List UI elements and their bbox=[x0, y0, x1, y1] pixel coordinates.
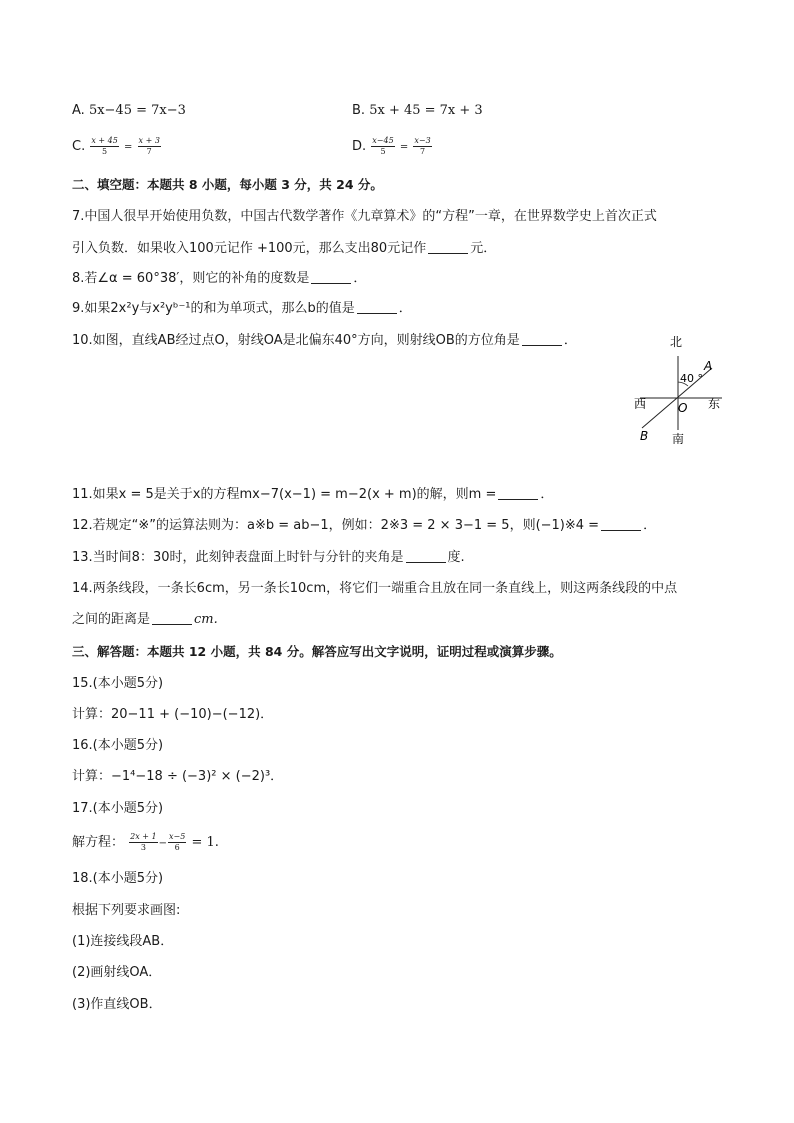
question-9-text: 9.如果2x²y与x²yᵇ⁻¹的和为单项式，那么b的值是 bbox=[72, 301, 355, 316]
option-c-frac-right bbox=[138, 136, 161, 157]
frac-den: 3 bbox=[140, 843, 146, 852]
option-d bbox=[352, 134, 433, 161]
frac-den: 5 bbox=[380, 147, 386, 156]
question-15-body: 计算：20−11 + (−10)−(−12)． bbox=[72, 707, 274, 722]
question-18-step-3: (3)作直线OB． bbox=[72, 997, 162, 1012]
answer-blank bbox=[498, 487, 538, 500]
question-17-body bbox=[72, 830, 219, 857]
question-17-heading: 17.(本小题5分) bbox=[72, 801, 164, 816]
answer-blank bbox=[601, 518, 641, 531]
option-c bbox=[72, 134, 162, 161]
frac-den: 7 bbox=[419, 147, 426, 156]
label-a: A bbox=[704, 359, 713, 373]
question-18-heading: 18.(本小题5分) bbox=[72, 871, 164, 886]
label-north: 北 bbox=[670, 335, 683, 349]
frac-den: 6 bbox=[174, 843, 180, 852]
question-11-end: ． bbox=[540, 487, 554, 502]
frac-num: x−3 bbox=[414, 136, 431, 145]
question-8-text: 8.若∠α = 60°38′，则它的补角的度数是 bbox=[72, 271, 310, 286]
question-8 bbox=[72, 270, 366, 288]
question-7-line-1: 7.中国人很早开始使用负数，中国古代数学著作《九章算术》的“方程”一章，在世界数学史上首次正式 bbox=[72, 209, 657, 224]
question-10-end: ． bbox=[563, 333, 577, 348]
option-c-frac-left bbox=[90, 136, 118, 157]
answer-blank bbox=[428, 241, 468, 254]
frac-num: x + 45 bbox=[91, 136, 118, 145]
section-3-title: 三、解答题：本题共 12 小题，共 84 分。解答应写出文字说明，证明过程或演算步骤。 bbox=[72, 644, 562, 659]
answer-blank bbox=[152, 612, 192, 625]
question-10 bbox=[72, 332, 577, 350]
option-b-label: B. bbox=[352, 103, 366, 118]
question-13-end: 度. bbox=[447, 550, 465, 565]
answer-blank bbox=[522, 333, 562, 346]
question-18-step-2: (2)画射线OA． bbox=[72, 965, 162, 980]
equals-sign: = bbox=[123, 142, 133, 153]
question-14-unit: cm. bbox=[194, 612, 218, 627]
option-a bbox=[72, 102, 186, 120]
question-11 bbox=[72, 486, 553, 504]
label-east: 东 bbox=[708, 397, 721, 411]
question-17-lead: 解方程： bbox=[72, 835, 125, 850]
question-17-frac-right bbox=[168, 832, 186, 853]
question-18-step-1: (1)连接线段AB． bbox=[72, 934, 174, 949]
option-d-label: D. bbox=[352, 139, 367, 154]
question-12 bbox=[72, 517, 656, 535]
option-c-label: C. bbox=[72, 139, 86, 154]
label-angle: 40 ° bbox=[680, 372, 703, 385]
question-17-frac-left bbox=[129, 832, 157, 853]
question-18-intro: 根据下列要求画图: bbox=[72, 903, 181, 918]
option-a-expr: 5x−45 = 7x−3 bbox=[88, 103, 186, 118]
question-12-end: ． bbox=[643, 518, 657, 533]
label-west: 西 bbox=[634, 397, 647, 411]
question-12-text: 12.若规定“※”的运算法则为：a※b = ab−1，例如：2※3 = 2 × 3−1 = 5，则(−1)※4 = bbox=[72, 518, 600, 533]
question-7-unit: 元． bbox=[470, 241, 497, 256]
frac-num: x−45 bbox=[372, 136, 394, 145]
question-9 bbox=[72, 300, 412, 318]
question-7-text: 引入负数．如果收入100元记作 +100元，那么支出80元记作 bbox=[72, 241, 427, 256]
question-13 bbox=[72, 549, 465, 567]
section-2-title: 二、填空题：本题共 8 小题，每小题 3 分，共 24 分。 bbox=[72, 177, 383, 192]
question-16-body: 计算：−1⁴−18 ÷ (−3)² × (−2)³． bbox=[72, 769, 284, 784]
question-15-heading: 15.(本小题5分) bbox=[72, 676, 164, 691]
question-7-line-2 bbox=[72, 240, 496, 258]
frac-num: x−5 bbox=[169, 832, 186, 841]
frac-den: 7 bbox=[146, 147, 152, 156]
question-14-text: 之间的距离是 bbox=[72, 612, 151, 627]
option-a-label: A. bbox=[72, 103, 85, 118]
option-d-frac-left bbox=[371, 136, 394, 157]
direction-figure bbox=[620, 330, 730, 448]
option-b bbox=[352, 102, 483, 120]
label-o: O bbox=[678, 401, 688, 415]
answer-blank bbox=[357, 301, 397, 314]
label-south: 南 bbox=[672, 432, 685, 446]
question-8-end: ． bbox=[353, 271, 367, 286]
question-14-line-2 bbox=[72, 611, 218, 629]
frac-den: 5 bbox=[102, 147, 108, 156]
answer-blank bbox=[406, 550, 446, 563]
question-14-line-1: 14.两条线段，一条长6cm，另一条长10cm，将它们一端重合且放在同一条直线上，则这两条线段的中点 bbox=[72, 581, 678, 596]
question-17-tail: = 1. bbox=[191, 835, 219, 850]
frac-num: 2x + 1 bbox=[130, 832, 157, 841]
option-b-expr: 5x + 45 = 7x + 3 bbox=[369, 103, 483, 118]
minus-sign: − bbox=[158, 838, 168, 849]
question-16-heading: 16.(本小题5分) bbox=[72, 738, 164, 753]
question-10-text: 10.如图，直线AB经过点O，射线OA是北偏东40°方向，则射线OB的方位角是 bbox=[72, 333, 520, 348]
question-9-end: ． bbox=[398, 301, 412, 316]
equals-sign: = bbox=[399, 142, 409, 153]
question-13-text: 13.当时间8：30时，此刻钟表盘面上时针与分针的夹角是 bbox=[72, 550, 404, 565]
option-d-frac-right bbox=[413, 136, 431, 157]
frac-num: x + 3 bbox=[138, 136, 160, 145]
answer-blank bbox=[311, 271, 351, 284]
question-11-text: 11.如果x = 5是关于x的方程mx−7(x−1) = m−2(x + m)的解，则m = bbox=[72, 487, 497, 502]
label-b: B bbox=[640, 429, 649, 443]
